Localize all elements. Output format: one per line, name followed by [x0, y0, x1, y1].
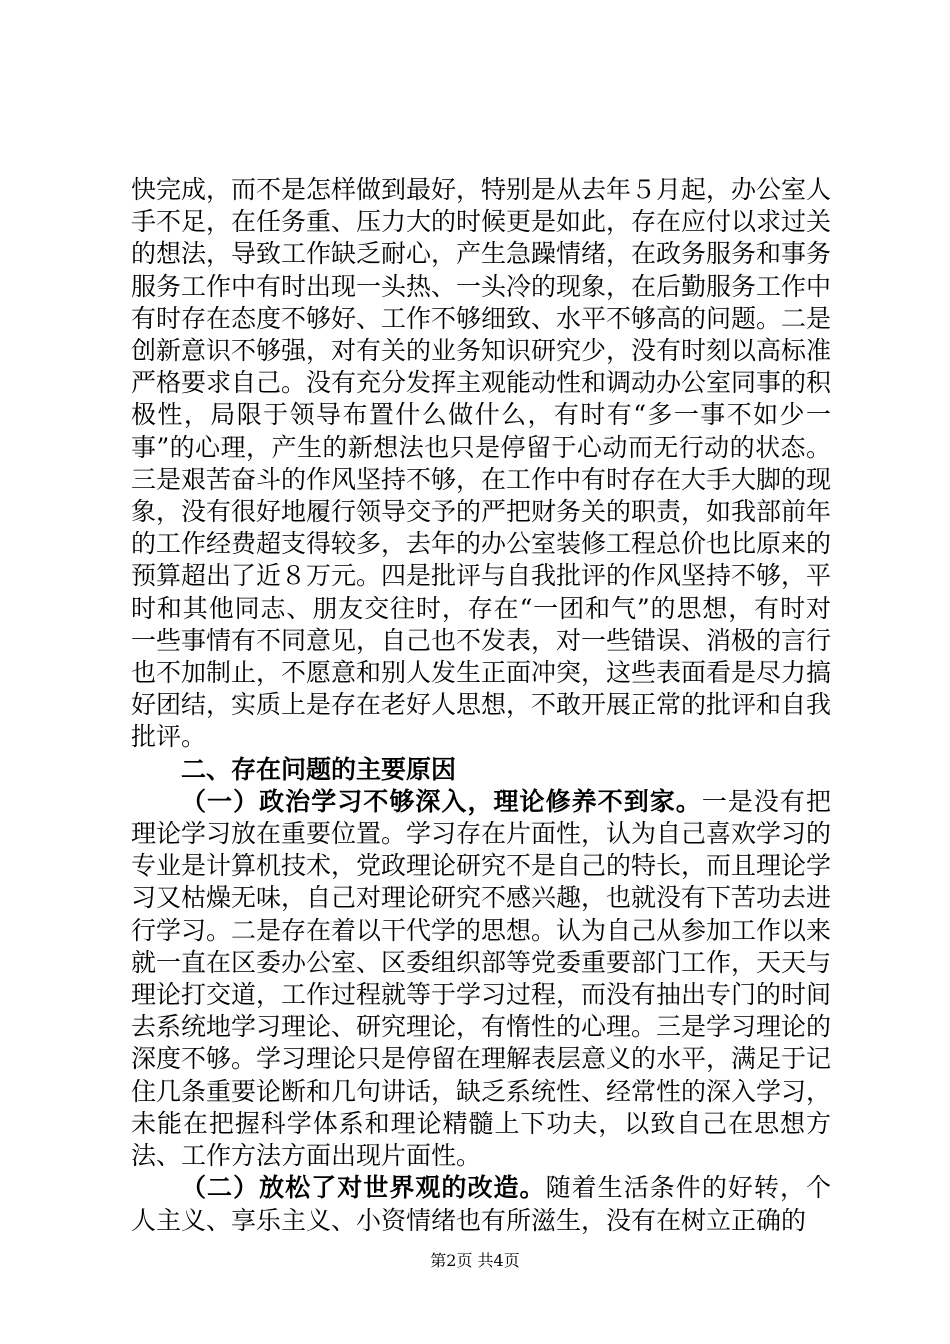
- paragraph-item-2: [131, 1172, 831, 1236]
- paragraph-item-1: [131, 786, 831, 1172]
- item-1-heading: （一）政治学习不够深入，理论修养不到家。: [181, 786, 702, 816]
- item-1-text: 一是没有把理论学习放在重要位置。学习存在片面性，认为自己喜欢学习的专业是计算机技术，党政理论研究不是自己的特长，而且理论学习又枯燥无味，自己对理论研究不感兴趣，也就没有下苦功去进行学习。二是存在着以干代学的思想。认为自己从参加工作以来就一直在区委办公室、区委组织部等党委重要部门工作，天天与理论打交道，工作过程就等于学习过程，而没有抽出专门的时间去系统地学习理论、研究理论，有惰性的心理。三是学习理论的深度不够。学习理论只是停留在理解表层意义的水平，满足于记住几条重要论断和几句讲话，缺乏系统性、经常性的深入学习，未能在把握科学体系和理论精髓上下功夫，以致自己在思想方法、工作方法方面出现片面性。: [131, 786, 832, 1171]
- item-2-heading: （二）放松了对世界观的改造。: [181, 1173, 546, 1203]
- section-heading: 二、存在问题的主要原因: [181, 754, 457, 784]
- item-2-text: 随着生活条件的好转，个人主义、享乐主义、小资情绪也有所滋生，没有在树立正确的: [131, 1173, 831, 1235]
- page-footer: 第2页 共4页: [430, 1251, 520, 1270]
- paragraph-continued: 快完成，而不是怎样做到最好，特别是从去年５月起，办公室人手不足，在任务重、压力大的时候更是如此，存在应付以求过关的想法，导致工作缺乏耐心，产生急躁情绪，在政务服务和事务服务工作中有时出现一头热、一头冷的现象，在后勤服务工作中有时存在态度不够好、工作不够细致、水平不够高的问题。二是创新意识不够强，对有关的业务知识研究少，没有时刻以高标准严格要求自己。没有充分发挥主观能动性和调动办公室同事的积极性，局限于领导布置什么做什么，有时有“多一事不如少一事”的心理，产生的新想法也只是停留于心动而无行动的状态。三是艰苦奋斗的作风坚持不够，在工作中有时存在大手大脚的现象，没有很好地履行领导交予的严把财务关的职责，如我部前年的工作经费超支得较多，去年的办公室装修工程总价也比原来的预算超出了近８万元。四是批评与自我批评的作风坚持不够，平时和其他同志、朋友交往时，存在“一团和气”的思想，有时对一些事情有不同意见，自己也不发表，对一些错误、消极的言行也不加制止，不愿意和别人发生正面冲突，这些表面看是尽力搞好团结，实质上是存在老好人思想，不敢开展正常的批评和自我批评。: [131, 175, 832, 752]
- document-body: [131, 174, 831, 1237]
